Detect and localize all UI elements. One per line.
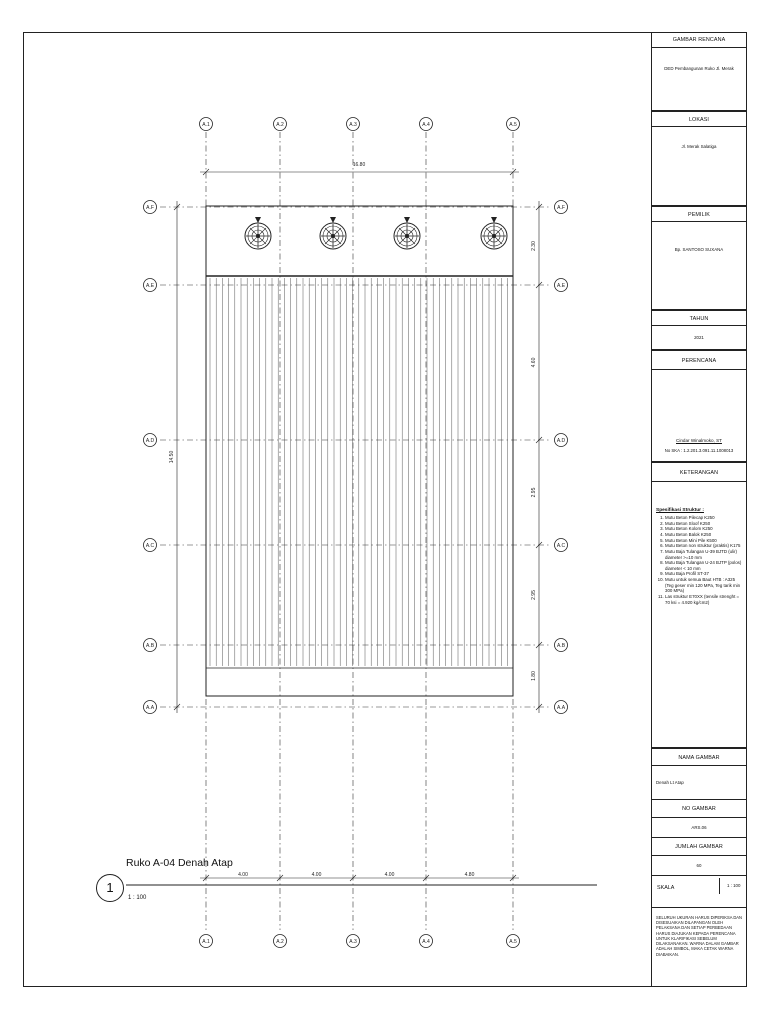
grid-bubble-column-bottom-label: A.1 [202,939,210,945]
perencana-label: PERENCANA [651,350,747,370]
grid-bubble-column-bottom-label: A.5 [509,939,517,945]
no-gambar-value: ARS.06 [651,818,747,838]
grid-bubble-column-top-label: A.1 [202,122,210,128]
grid-bubble-column-top-label: A.4 [422,122,430,128]
dimension-text-bottom: 4.00 [384,872,395,878]
lokasi-label: LOKASI [651,111,747,127]
view-title: Ruko A-04 Denah Atap [126,857,233,869]
structure-spec [656,508,744,605]
skala-box [651,876,747,908]
project-name: DED Pembangunan Ruko Jl. Merak [651,48,747,111]
grid-bubble-column-bottom-label: A.2 [276,939,284,945]
dimension-text-bottom: 4.80 [464,872,475,878]
grid-bubble-row-right-label: A.F [557,205,565,211]
spec-item: 3. Mutu Beton Kolom K250 [665,526,744,532]
grid-bubble-row-right-label: A.C [556,543,566,549]
general-note: SELURUH UKURAN HARUS DIPERIKSA DAN DISESUAIKAN DILAPANGAN OLEH PELAKSANA DAN SETIAP PERBEDAAN HARUS DIAJUKAN KEPADA PERENCANA UNTUK KLARIFIKASI SEBELUM DILAKSANAKAN. WARNA DALAM GAMBAR ADALAH SIMBOL, MAKA CETAK WARNA DIABAIKAN. [656,915,742,957]
grid-bubble-column-top-label: A.3 [349,122,357,128]
grid-bubble-column-bottom-label: A.3 [349,939,357,945]
pemilik-value: Bp. SANTOSO SUXANA [651,222,747,310]
grid-bubble-row-right-label: A.A [556,705,566,711]
dimension-text-overall-depth: 14.50 [169,450,175,464]
nama-gambar-label: NAMA GAMBAR [651,748,747,766]
spec-item: 11. Las struktur E70XX (tensile strenght = 70 ksi = 4.920 kg/cm2) [665,594,744,605]
spec-title: Spesifikasi Struktur : [656,508,704,513]
grid-bubble-row-right-label: A.B [556,643,566,649]
dimension-text-bottom: 4.00 [238,872,248,878]
view-number-bubble: 1 [96,874,124,902]
dimension-text-right: 2.95 [531,487,537,498]
spec-item: 8. Mutu Baja Tulangan U-24 BJTP (polos) diameter < 10 mm [665,560,744,571]
skala-divider [719,878,720,894]
grid-bubble-row-left-label: A.C [145,543,155,549]
grid-bubble-row-right-label: A.E [556,283,566,289]
spec-item: 10. Mutu untuk semua Baut HTB : A325 (Teg geser min 120 MPa, Teg tarik min 300 MPa) [665,577,744,594]
skala-label: SKALA [657,885,675,891]
dimension-text-bottom: 4.00 [311,872,322,878]
grid-bubble-column-top-label: A.2 [276,122,284,128]
pemilik-label: PEMILIK [651,206,747,222]
nama-gambar-value: Denah Lt Atap [651,766,747,800]
grid-bubble-column-top-label: A.5 [509,122,517,128]
grid-bubble-row-left-label: A.F [146,205,154,211]
grid-bubble-row-right-label: A.D [556,438,566,444]
grid-bubble-row-left-label: A.D [145,438,155,444]
grid-bubble-column-bottom-label: A.4 [422,939,430,945]
skala-value: 1 : 100 [727,883,741,888]
lokasi-value: Jl. Merak Salatiga [651,127,747,206]
dimension-text-right: 4.60 [531,357,537,368]
dimension-text-right: 2.30 [531,241,537,251]
tahun-value: 2021 [651,326,747,350]
spec-item: 4. Mutu Beton Balok K250 [665,532,744,538]
roof-ventilator-symbol [320,217,346,249]
tahun-label: TAHUN [651,310,747,326]
spec-item: 1. Mutu Beton Pilecap K250 [665,515,744,521]
roof-ventilator-symbol [245,217,271,249]
spec-item: 2. Mutu Beton Sloof K250 [665,521,744,527]
gambar-rencana-label: GAMBAR RENCANA [651,32,747,48]
grid-bubble-row-left-label: A.A [145,705,155,711]
roof-ventilator-symbol [394,217,420,249]
spec-item: 7. Mutu Baja Tulangan U-39 BJTD (ulir) diameter >=10 mm [665,549,744,560]
jumlah-gambar-value: 60 [651,856,747,876]
roof-outline [206,206,513,696]
spec-item: 6. Mutu Beton non struktur (praktis) K175 [665,543,744,549]
roof-ventilator-symbol [481,217,507,249]
grid-bubble-row-left-label: A.B [145,643,155,649]
dimension-text-right: 1.80 [531,671,537,681]
perencana-name: Cindar Winalmoko, ST [676,438,722,443]
jumlah-gambar-label: JUMLAH GAMBAR [651,838,747,856]
dimension-text-right: 2.95 [531,590,537,600]
no-gambar-label: NO GAMBAR [651,800,747,818]
spec-item: 5. Mutu Beton Mini Pile K500 [665,538,744,544]
view-scale: 1 : 100 [128,895,147,901]
spec-item: 9. Mutu Baja Profil ST-37 [665,571,744,577]
perencana-ska-number: No SKA : 1.2.201.3.091.11.1008013 [664,448,734,453]
dimension-text-overall-width: 16.80 [352,162,366,168]
keterangan-label: KETERANGAN [651,462,747,482]
grid-bubble-row-left-label: A.E [145,283,155,289]
